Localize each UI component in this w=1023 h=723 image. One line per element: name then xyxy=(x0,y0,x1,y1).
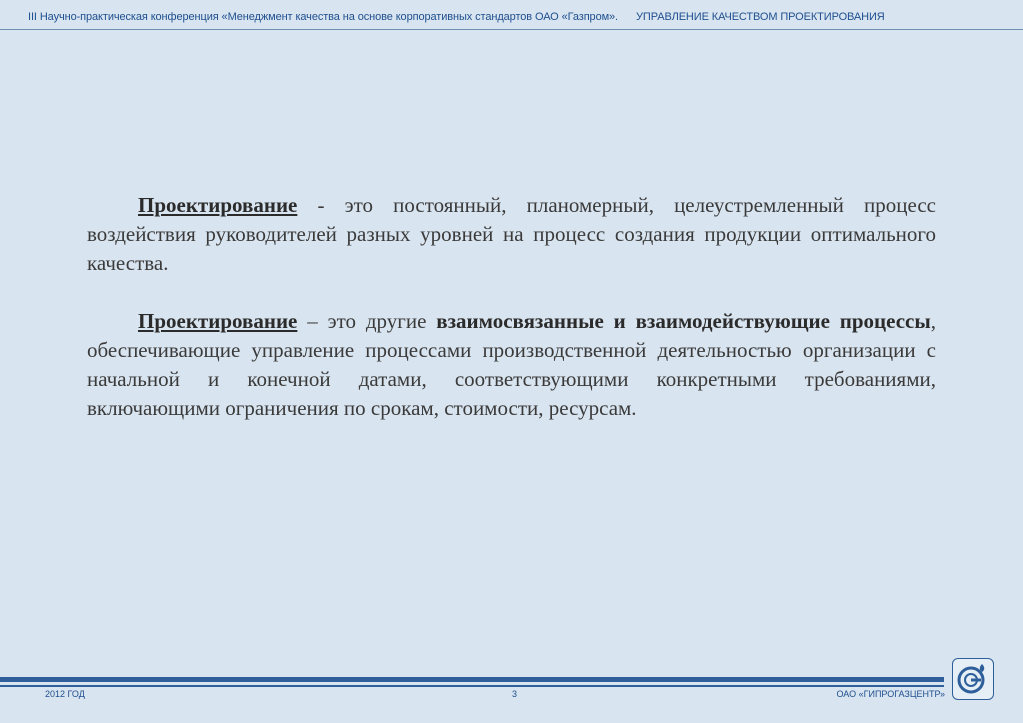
footer-company: ОАО «ГИПРОГАЗЦЕНТР» xyxy=(836,689,945,699)
definition-paragraph-2 xyxy=(87,307,936,423)
footer-divider-thin xyxy=(0,685,944,687)
header xyxy=(0,0,1023,30)
definition-bold-phrase: взаимосвязанные и взаимодействующие процессы xyxy=(436,309,931,333)
definition-paragraph-1 xyxy=(87,191,936,278)
term-design-2: Проектирование xyxy=(138,309,298,333)
term-design-1: Проектирование xyxy=(138,193,298,217)
section-title: УПРАВЛЕНИЕ КАЧЕСТВОМ ПРОЕКТИРОВАНИЯ xyxy=(636,11,885,23)
definition-text-2a: – это другие xyxy=(297,309,437,333)
definition-text-2b: , обеспечивающие управление процессами производственной деятельностью организации с начальной и конечной датами, соответствующими конкретными требованиями, включающими ограничения по срокам, стоимости, ресурсам. xyxy=(87,309,936,420)
definition-text-1: - это постоянный, планомерный, целеустремленный процесс воздействия руководителей разных уровней на процесс создания продукции оптимального качества. xyxy=(87,193,936,275)
conference-title: III Научно-практическая конференция «Менеджмент качества на основе корпоративных стандартов ОАО «Газпром». xyxy=(28,11,619,23)
header-text xyxy=(28,11,885,23)
page-number: 3 xyxy=(512,689,518,699)
footer-year: 2012 ГОД xyxy=(45,689,85,699)
footer-divider-thick xyxy=(0,677,944,682)
giprogazcentr-logo-icon xyxy=(952,658,994,700)
slide-content xyxy=(87,191,936,452)
